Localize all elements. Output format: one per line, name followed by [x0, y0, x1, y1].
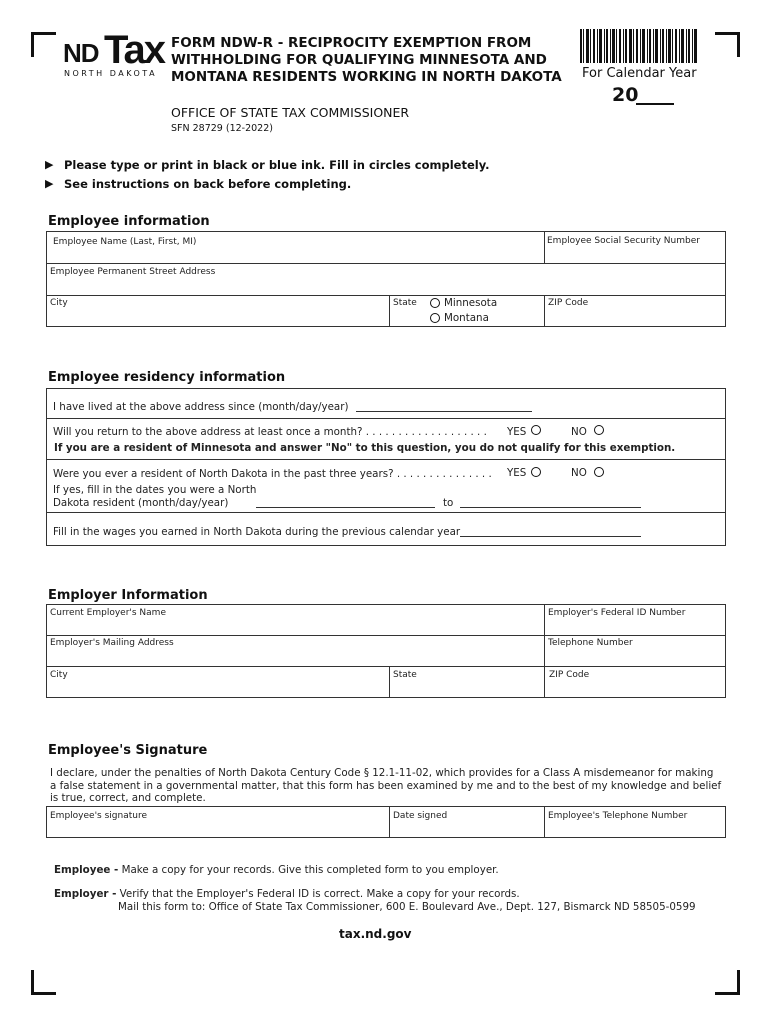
- employee-city-field[interactable]: City: [50, 298, 68, 308]
- nd-resident-question: Were you ever a resident of North Dakota in the past three years? . . . . . . . . . . . . . . .: [53, 468, 492, 480]
- return-yes-radio[interactable]: [531, 425, 541, 435]
- nd-dates-label-line2: Dakota resident (month/day/year): [53, 497, 229, 509]
- employee-note-text: Make a copy for your records. Give this completed form to you employer.: [121, 864, 499, 876]
- nd-yes-radio[interactable]: [531, 467, 541, 477]
- nd-yes-label: YES: [507, 467, 527, 479]
- logo-subtitle: NORTH DAKOTA: [64, 69, 158, 78]
- to-label: to: [443, 497, 454, 509]
- employer-fein-field[interactable]: Employer's Federal ID Number: [548, 608, 686, 618]
- employer-info-heading: Employer Information: [48, 588, 208, 603]
- employer-note: [54, 888, 520, 900]
- return-yes-label: YES: [507, 426, 527, 438]
- minnesota-label: Minnesota: [444, 297, 498, 309]
- divider: [389, 295, 390, 327]
- declaration-line: a false statement in a governmental matter, that this form has been examined by me and to the best of my knowledge and belief: [50, 779, 722, 792]
- year-prefix: 20: [612, 84, 639, 106]
- return-no-radio[interactable]: [594, 425, 604, 435]
- signature-heading: Employee's Signature: [48, 743, 208, 758]
- registration-mark-bottom-right: [715, 970, 740, 995]
- employer-info-box: [46, 604, 726, 698]
- employer-state-field[interactable]: State: [393, 670, 417, 680]
- nd-no-radio[interactable]: [594, 467, 604, 477]
- employee-zip-field[interactable]: ZIP Code: [548, 298, 589, 308]
- wages-input[interactable]: [460, 536, 641, 537]
- montana-label: Montana: [444, 312, 489, 324]
- form-number: SFN 28729 (12-2022): [171, 123, 273, 134]
- minnesota-radio[interactable]: [430, 298, 440, 308]
- website-link[interactable]: tax.nd.gov: [339, 927, 412, 941]
- office-name: OFFICE OF STATE TAX COMMISSIONER: [171, 105, 410, 120]
- residency-heading: Employee residency information: [48, 370, 286, 385]
- date-signed-field[interactable]: Date signed: [393, 811, 448, 821]
- nd-date-to-input[interactable]: [460, 507, 641, 508]
- barcode-icon: [580, 29, 698, 63]
- employee-note: [54, 864, 499, 876]
- employer-note-text: Verify that the Employer's Federal ID is correct. Make a copy for your records.: [119, 888, 520, 900]
- declaration-line: I declare, under the penalties of North Dakota Century Code § 12.1-11-02, which provides for a Class A misdemeanor for making: [50, 767, 714, 779]
- employee-address-field[interactable]: Employee Permanent Street Address: [50, 267, 216, 277]
- instruction-see-back: See instructions on back before completing.: [64, 177, 352, 191]
- employer-phone-field[interactable]: Telephone Number: [548, 638, 633, 648]
- divider: [389, 666, 390, 698]
- employee-note-label: Employee -: [54, 864, 119, 876]
- minnesota-warning: If you are a resident of Minnesota and answer "No" to this question, you do not qualify for this exemption.: [54, 442, 676, 454]
- employee-ssn-field[interactable]: Employee Social Security Number: [547, 236, 700, 246]
- divider: [46, 459, 726, 460]
- employee-state-label: State: [393, 298, 417, 308]
- registration-mark-top-right: [715, 32, 740, 57]
- lived-since-label: I have lived at the above address since (month/day/year): [53, 401, 349, 413]
- divider: [544, 806, 545, 838]
- arrow-right-icon: ▶: [45, 158, 54, 171]
- divider: [389, 806, 390, 838]
- divider: [544, 604, 545, 698]
- employer-address-field[interactable]: Employer's Mailing Address: [50, 638, 174, 648]
- year-input[interactable]: [636, 103, 674, 105]
- lived-since-input[interactable]: [356, 411, 532, 412]
- divider: [544, 295, 545, 327]
- nd-no-label: NO: [571, 467, 587, 479]
- divider: [46, 512, 726, 513]
- declaration-line: is true, correct, and complete.: [50, 792, 206, 804]
- registration-mark-bottom-left: [31, 970, 56, 995]
- declaration-text: [50, 767, 721, 805]
- mail-instructions: Mail this form to: Office of State Tax Commissioner, 600 E. Boulevard Ave., Dept. 127, Bismarck ND 58505-0599: [118, 901, 696, 913]
- employer-name-field[interactable]: Current Employer's Name: [50, 608, 166, 618]
- registration-mark-top-left: [31, 32, 56, 57]
- divider: [46, 666, 726, 667]
- employee-name-field[interactable]: Employee Name (Last, First, MI): [53, 237, 197, 247]
- instruction-ink: Please type or print in black or blue ink. Fill in circles completely.: [64, 158, 490, 172]
- divider: [46, 295, 726, 296]
- calendar-year-label: For Calendar Year: [582, 66, 697, 81]
- logo-nd: ND: [63, 38, 99, 68]
- montana-radio[interactable]: [430, 313, 440, 323]
- nd-date-from-input[interactable]: [256, 507, 435, 508]
- wages-label: Fill in the wages you earned in North Dakota during the previous calendar year: [53, 526, 461, 538]
- employee-info-heading: Employee information: [48, 214, 210, 229]
- arrow-right-icon: ▶: [45, 177, 54, 190]
- logo-tax: Tax: [104, 28, 164, 72]
- employer-zip-field[interactable]: ZIP Code: [549, 670, 590, 680]
- divider: [46, 418, 726, 419]
- return-question: Will you return to the above address at least once a month? . . . . . . . . . . . . . . . . . . .: [53, 426, 487, 438]
- employee-phone-field[interactable]: Employee's Telephone Number: [548, 811, 688, 821]
- nd-dates-label-line1: If yes, fill in the dates you were a North: [53, 484, 257, 496]
- divider: [544, 231, 545, 264]
- employer-city-field[interactable]: City: [50, 670, 68, 680]
- employee-signature-field[interactable]: Employee's signature: [50, 811, 147, 821]
- form-title: FORM NDW-R - RECIPROCITY EXEMPTION FROM WITHHOLDING FOR QUALIFYING MINNESOTA AND MONTANA RESIDENTS WORKING IN NORTH DAKOTA: [171, 35, 562, 85]
- employer-note-label: Employer -: [54, 888, 117, 900]
- divider: [46, 635, 726, 636]
- divider: [46, 263, 726, 264]
- return-no-label: NO: [571, 426, 587, 438]
